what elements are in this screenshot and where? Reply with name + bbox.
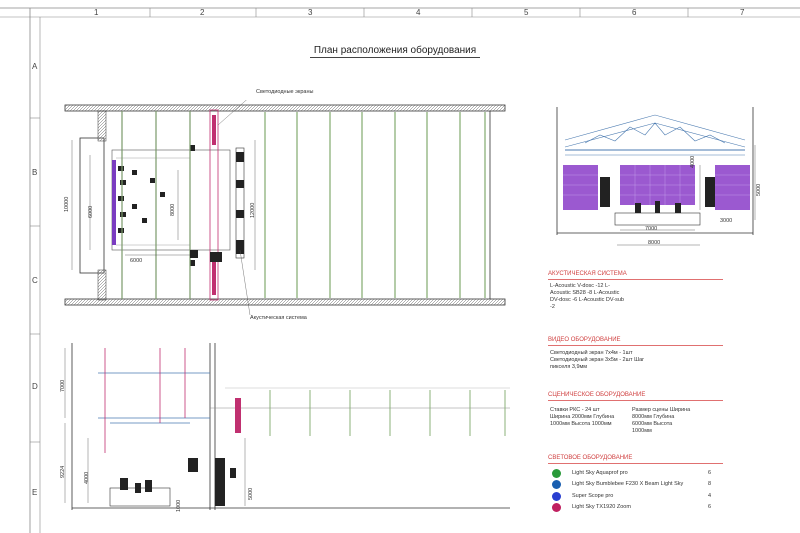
dim-side-right: 5000	[248, 487, 254, 500]
row-label-a: A	[32, 62, 38, 71]
acoustic-heading: АКУСТИЧЕСКАЯ СИСТЕМА	[548, 271, 627, 277]
stage-rule	[548, 400, 723, 401]
lighting-item-qty: 4	[708, 493, 712, 499]
row-label-c: C	[32, 276, 38, 285]
dim-front-w1: 7000	[645, 226, 658, 232]
acoustic-rule	[548, 279, 723, 280]
plan-screen-lower	[212, 260, 216, 295]
col-label-2: 2	[200, 8, 205, 17]
callout-acoustic-system: Акустическая система	[250, 315, 307, 321]
lighting-item	[548, 503, 718, 515]
stage-list-left	[550, 407, 614, 428]
acoustic-line: L-Acoustic V-dosc -12 L-	[550, 283, 610, 289]
fixture-aquaprof-icon	[552, 469, 561, 478]
col-label-1: 1	[94, 8, 99, 17]
dim-front-wing: 3000	[720, 218, 733, 224]
dim-plan-depth: 10000	[64, 196, 70, 212]
sheet-title: План расположения оборудования	[313, 45, 477, 56]
lighting-item-qty: 6	[708, 504, 712, 510]
lighting-item-name: Light Sky Aquaprof pro	[572, 470, 628, 476]
col-label-3: 3	[308, 8, 313, 17]
plan-view	[60, 100, 510, 315]
side-section-view	[50, 338, 520, 513]
fixture-bumblebee-icon	[552, 480, 561, 489]
front-screen-left	[563, 165, 598, 210]
dim-plan-right: 12000	[250, 202, 256, 218]
dim-front-stage: 4000	[690, 155, 696, 168]
row-label-d: D	[32, 382, 38, 391]
stage-line: 1000мм Высота 1000мм	[550, 421, 612, 427]
col-label-5: 5	[524, 8, 529, 17]
dim-side-base: 1000	[176, 499, 182, 512]
lighting-item-qty: 6	[708, 470, 712, 476]
plan-pillar-top	[98, 111, 106, 141]
acoustic-line: Acoustic SB28 -8 L-Acoustic	[550, 290, 620, 296]
row-label-b: B	[32, 168, 38, 177]
col-label-6: 6	[632, 8, 637, 17]
side-screen	[235, 398, 241, 433]
title-underline	[310, 57, 480, 58]
lighting-item-qty: 8	[708, 481, 712, 487]
side-speaker-top	[188, 458, 198, 472]
dim-side-mid: 9224	[60, 465, 66, 478]
acoustic-list	[550, 283, 624, 311]
plan-screen-upper	[212, 115, 216, 145]
plan-wall-top-hatch	[65, 105, 505, 111]
lighting-item-name: Light Sky Bumblebee F230 X Beam Light Sky	[572, 481, 684, 487]
dim-plan-mid: 8000	[170, 203, 176, 216]
lighting-rule	[548, 463, 723, 464]
video-line: Светодиодный экран 7х4м - 1шт	[550, 350, 633, 356]
acoustic-line: DV-dosc -6 L-Acoustic DV-sub	[550, 297, 624, 303]
stage-line: 6000мм Высота	[632, 421, 673, 427]
lighting-heading: СВЕТОВОЕ ОБОРУДОВАНИЕ	[548, 455, 633, 461]
stage-line: Ширина 2000мм Глубина	[550, 414, 615, 420]
stage-line: Размер сцены Ширина	[632, 407, 691, 413]
stage-heading: СЦЕНИЧЕСКОЕ ОБОРУДОВАНИЕ	[548, 392, 646, 398]
dim-front-w2: 8000	[648, 240, 661, 246]
video-heading: ВИДЕО ОБОРУДОВАНИЕ	[548, 337, 621, 343]
col-label-7: 7	[740, 8, 745, 17]
stage-list-right	[632, 407, 690, 435]
fixture-tx1920-icon	[552, 503, 561, 512]
stage-line: Ставки РКС - 24 шт	[550, 407, 600, 413]
col-label-4: 4	[416, 8, 421, 17]
dim-side-low: 4000	[84, 471, 90, 484]
stage-line: 8000мм Глубина	[632, 414, 675, 420]
plan-stage	[112, 150, 230, 250]
fixture-super-scope-icon	[552, 492, 561, 501]
plan-led-back	[112, 160, 116, 245]
lighting-item	[548, 480, 718, 492]
row-label-e: E	[32, 488, 38, 497]
front-stage	[615, 213, 700, 225]
plan-wall-bottom-hatch	[65, 299, 505, 305]
plan-pillar-bottom	[98, 270, 106, 300]
dim-plan-inner: 6000	[88, 205, 94, 218]
dim-side-top: 7000	[60, 379, 66, 392]
video-line: пикселя 3,9мм	[550, 364, 588, 370]
front-screen-right	[715, 165, 750, 210]
lighting-item-name: Super Scope pro	[572, 493, 614, 499]
front-speaker-right	[705, 177, 715, 207]
lighting-item-name: Light Sky TX1920 Zoom	[572, 504, 631, 510]
front-speaker-left	[600, 177, 610, 207]
dim-front-height: 5000	[756, 183, 762, 196]
dim-plan-width: 6000	[130, 258, 143, 264]
acoustic-line: -2	[550, 304, 555, 310]
callout-led-screens: Светодиодные экраны	[256, 89, 314, 95]
stage-line: 1000мм	[632, 428, 652, 434]
video-rule	[548, 345, 723, 346]
video-list	[550, 350, 644, 371]
side-speaker-stack	[215, 458, 225, 506]
video-line: Светодиодный экран 3х5м - 2шт Шаг	[550, 357, 645, 363]
front-view	[555, 105, 780, 255]
